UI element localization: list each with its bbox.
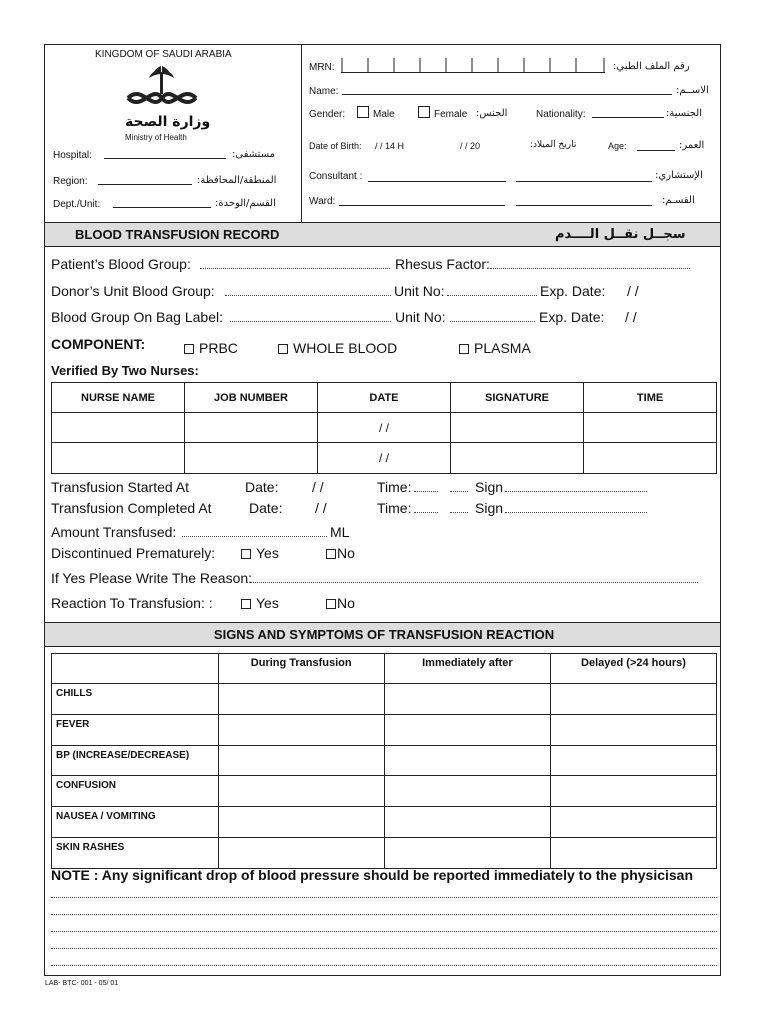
table-row — [52, 838, 717, 869]
nationality-field[interactable] — [592, 117, 664, 118]
symptom-cell[interactable] — [550, 746, 716, 776]
exp-date-label-2: Exp. Date: — [539, 309, 605, 325]
gender-arabic: الجنس: — [476, 108, 508, 119]
whole-blood-label: WHOLE BLOOD — [293, 340, 398, 356]
dob-hijri-text: / / 14 H — [375, 141, 405, 151]
discontinued-label: Discontinued Prematurely: — [51, 545, 216, 561]
nurses-table — [51, 382, 717, 474]
started-date-label: Date: — [245, 479, 279, 495]
table-row — [52, 443, 717, 474]
nationality-label: Nationality: — [536, 109, 586, 120]
discontinued-yes-checkbox[interactable] — [241, 549, 251, 559]
reaction-yes-checkbox[interactable] — [241, 599, 251, 609]
exp-date-label: Exp. Date: — [540, 283, 606, 299]
signature-cell[interactable] — [450, 443, 583, 474]
consultant-field[interactable] — [368, 181, 506, 182]
bag-label-label: Blood Group On Bag Label: — [51, 309, 224, 325]
symptom-cell[interactable] — [218, 776, 384, 807]
note-line[interactable] — [51, 931, 717, 932]
symptom-cell[interactable] — [384, 715, 550, 746]
record-title: BLOOD TRANSFUSION RECORD — [75, 227, 280, 242]
completed-time-label: Time: — [377, 500, 412, 516]
started-time-field-2[interactable] — [450, 491, 468, 492]
male-label: Male — [373, 109, 395, 120]
dob-greg-text: / / 20 — [460, 141, 481, 151]
divider — [44, 646, 721, 647]
symptom-cell[interactable] — [384, 838, 550, 869]
unit-no-label-2: Unit No: — [395, 309, 446, 325]
whole-blood-option[interactable] — [278, 340, 397, 358]
prbc-checkbox[interactable] — [184, 344, 194, 354]
symptom-cell[interactable] — [384, 776, 550, 807]
nurse-name-cell[interactable] — [52, 413, 185, 443]
dept-arabic: القسم/الوحدة: — [215, 198, 276, 209]
whole-blood-checkbox[interactable] — [278, 344, 288, 354]
prbc-label: PRBC — [199, 340, 238, 356]
started-time-label: Time: — [377, 479, 412, 495]
time-cell[interactable] — [584, 413, 717, 443]
symptom-label: SKIN RASHES — [52, 838, 219, 869]
region-arabic: المنطقة/المحافظة: — [197, 175, 277, 186]
bag-label-field[interactable] — [230, 321, 391, 322]
completed-label: Transfusion Completed At — [51, 500, 212, 516]
corner-cell — [52, 654, 219, 684]
patient-blood-group-field[interactable] — [200, 268, 390, 269]
nurse-name-cell[interactable] — [52, 443, 185, 474]
patient-blood-group-label: Patient’s Blood Group: — [51, 256, 191, 272]
completed-sign-label: Sign — [475, 500, 504, 516]
completed-date-field[interactable]: / / — [315, 500, 327, 516]
consultant-field-ar[interactable] — [516, 181, 652, 182]
table-header-row — [52, 383, 717, 413]
rhesus-label: Rhesus Factor: — [395, 256, 490, 272]
dob-greg-field[interactable] — [460, 141, 528, 151]
dob-label: Date of Birth: — [309, 141, 362, 151]
reaction-no-label: No — [337, 595, 355, 611]
symptom-cell[interactable] — [550, 776, 716, 807]
verified-label: Verified By Two Nurses: — [51, 363, 199, 378]
dob-arabic: تاريخ الميلاد: — [530, 140, 577, 150]
ministry-arabic: وزارة الصحة — [125, 114, 211, 130]
signature-cell[interactable] — [450, 413, 583, 443]
discontinued-no-option[interactable] — [326, 545, 355, 561]
symptom-label: FEVER — [52, 715, 219, 746]
moh-logo-icon — [122, 64, 202, 116]
mrn-boxes — [341, 55, 605, 72]
name-arabic: الاســم: — [676, 85, 709, 96]
discontinued-no-checkbox[interactable] — [326, 549, 336, 559]
started-label: Transfusion Started At — [51, 479, 189, 495]
symptom-cell[interactable] — [384, 746, 550, 776]
ml-label: ML — [330, 524, 350, 540]
started-sign-field[interactable] — [505, 491, 647, 492]
col-signature: SIGNATURE — [450, 383, 583, 413]
kingdom-text: KINGDOM OF SAUDI ARABIA — [95, 49, 232, 60]
note-text: NOTE : Any significant drop of blood pressure should be reported immediately to the physicisan — [51, 867, 694, 883]
donor-unit-field[interactable] — [225, 295, 391, 296]
unit-no-field[interactable] — [447, 295, 537, 296]
plasma-checkbox[interactable] — [459, 344, 469, 354]
region-field[interactable] — [98, 184, 192, 185]
symptom-cell[interactable] — [218, 684, 384, 715]
note-line[interactable] — [51, 897, 717, 898]
donor-unit-label: Donor’s Unit Blood Group: — [51, 283, 215, 299]
unit-no-label: Unit No: — [394, 283, 445, 299]
reason-label: If Yes Please Write The Reason: — [51, 570, 253, 586]
note-line[interactable] — [51, 948, 717, 949]
completed-date-label: Date: — [249, 500, 283, 516]
col-nurse-name: NURSE NAME — [52, 383, 185, 413]
started-sign-label: Sign — [475, 479, 504, 495]
table-row — [52, 776, 717, 807]
started-date-field[interactable]: / / — [312, 479, 324, 495]
date-cell[interactable]: / / — [318, 413, 451, 443]
time-cell[interactable] — [584, 443, 717, 474]
symptom-label: BP (INCREASE/DECREASE) — [52, 746, 219, 776]
gender-label: Gender: — [309, 109, 346, 120]
female-checkbox[interactable] — [418, 106, 430, 118]
discontinued-yes-option[interactable] — [241, 545, 279, 561]
completed-time-field-2[interactable] — [450, 512, 468, 513]
col-job-number: JOB NUMBER — [184, 383, 317, 413]
col-time: TIME — [584, 383, 717, 413]
symptom-cell[interactable] — [550, 715, 716, 746]
region-label: Region: — [53, 176, 88, 187]
reaction-no-option[interactable] — [326, 595, 355, 611]
amount-field[interactable] — [182, 536, 327, 537]
note-line[interactable] — [51, 914, 717, 915]
reaction-yes-option[interactable] — [241, 595, 279, 611]
reaction-label: Reaction To Transfusion: : — [51, 595, 213, 611]
dob-hijri-field[interactable] — [375, 141, 467, 151]
symptom-cell[interactable] — [218, 746, 384, 776]
symptom-cell[interactable] — [384, 807, 550, 838]
name-label: Name: — [309, 86, 339, 97]
table-row — [52, 807, 717, 838]
divider — [44, 246, 721, 247]
symptom-label: CHILLS — [52, 684, 219, 715]
hospital-label: Hospital: — [53, 150, 92, 161]
table-row — [52, 684, 717, 715]
name-field[interactable] — [342, 94, 672, 95]
table-header-row — [52, 654, 717, 684]
symptom-cell[interactable] — [218, 715, 384, 746]
reason-field[interactable] — [246, 582, 698, 583]
reaction-no-checkbox[interactable] — [326, 599, 336, 609]
ward-field[interactable] — [339, 205, 505, 206]
mrn-field[interactable] — [341, 55, 605, 73]
completed-time-field[interactable] — [414, 512, 438, 513]
ward-label: Ward: — [309, 196, 336, 207]
symptom-cell[interactable] — [550, 807, 716, 838]
symptom-cell[interactable] — [384, 684, 550, 715]
component-label: COMPONENT: — [51, 336, 146, 352]
prbc-option[interactable] — [184, 340, 238, 358]
female-label: Female — [434, 109, 468, 120]
symptom-cell[interactable] — [218, 807, 384, 838]
date-cell[interactable]: / / — [318, 443, 451, 474]
job-number-cell[interactable] — [184, 413, 317, 443]
table-row — [52, 413, 717, 443]
mrn-arabic: رقم الملف الطبي: — [613, 61, 690, 72]
ward-arabic: القسـم: — [662, 195, 695, 206]
job-number-cell[interactable] — [184, 443, 317, 474]
ward-field-ar[interactable] — [516, 205, 652, 206]
footer-code: LAB- BTC- 001 - 05/ 01 — [45, 980, 119, 987]
amount-label: Amount Transfused: — [51, 524, 177, 540]
rhesus-field[interactable] — [490, 268, 690, 269]
consultant-arabic: الإستشاري: — [655, 170, 703, 181]
record-title-arabic: سجــل نقــل الــــدم — [555, 227, 686, 242]
dept-field[interactable] — [113, 207, 211, 208]
unit-no-field-2[interactable] — [450, 321, 535, 322]
started-time-field[interactable] — [414, 491, 438, 492]
col-delayed: Delayed (>24 hours) — [550, 654, 716, 684]
exp-date-field-2[interactable]: / / — [625, 309, 637, 325]
discontinued-yes-label: Yes — [256, 545, 279, 561]
completed-sign-field[interactable] — [505, 512, 647, 513]
symptom-label: CONFUSION — [52, 776, 219, 807]
col-date: DATE — [318, 383, 451, 413]
age-field[interactable] — [637, 150, 675, 151]
symptom-cell[interactable] — [550, 838, 716, 869]
exp-date-field[interactable]: / / — [627, 283, 639, 299]
note-line[interactable] — [51, 965, 717, 966]
dept-label: Dept./Unit: — [53, 199, 101, 210]
symptom-label: NAUSEA / VOMITING — [52, 807, 219, 838]
signs-table — [51, 653, 717, 869]
hospital-field[interactable] — [104, 158, 226, 159]
signs-title: SIGNS AND SYMPTOMS OF TRANSFUSION REACTION — [213, 627, 555, 642]
reaction-yes-label: Yes — [256, 595, 279, 611]
plasma-label: PLASMA — [474, 340, 531, 356]
table-row — [52, 746, 717, 776]
symptom-cell[interactable] — [218, 838, 384, 869]
age-label: Age: — [608, 141, 627, 151]
ministry-english: Ministry of Health — [125, 133, 187, 142]
discontinued-no-label: No — [337, 545, 355, 561]
male-checkbox[interactable] — [357, 106, 369, 118]
plasma-option[interactable] — [459, 340, 531, 358]
consultant-label: Consultant : — [309, 171, 363, 182]
col-immediately: Immediately after — [384, 654, 550, 684]
nationality-arabic: الجنسية: — [666, 108, 702, 119]
table-row — [52, 715, 717, 746]
hospital-arabic: مستشفى: — [232, 149, 275, 160]
age-arabic: العمر: — [679, 140, 705, 151]
col-during: During Transfusion — [218, 654, 384, 684]
symptom-cell[interactable] — [550, 684, 716, 715]
mrn-label: MRN: — [309, 62, 335, 73]
